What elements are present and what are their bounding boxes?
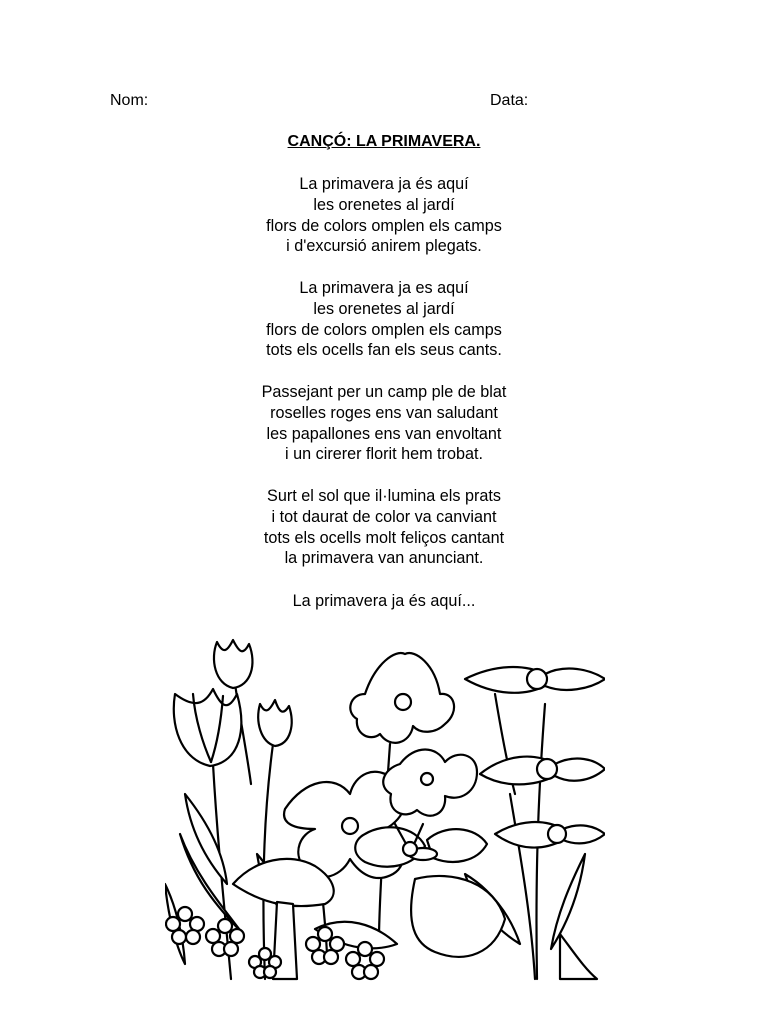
tulip-small xyxy=(258,700,291,746)
verse-line: i d'excursió anirem plegats. xyxy=(286,237,482,256)
verse-line: La primavera ja es aquí xyxy=(299,279,469,297)
leaf-center xyxy=(411,876,505,957)
verse-line: i un cirerer florit hem trobat. xyxy=(285,445,483,464)
star-flower-right xyxy=(383,750,477,816)
spring-flowers-coloring-illustration xyxy=(165,634,605,984)
butterfly xyxy=(355,824,487,867)
sunflowers xyxy=(465,667,605,848)
verse-line: Passejant per un camp ple de blat xyxy=(261,383,507,401)
stanza-3 xyxy=(0,382,768,465)
verse-line: flors de colors omplen els camps xyxy=(266,216,502,235)
star-flower-top xyxy=(350,653,454,743)
verse-line: tots els ocells fan els seus cants. xyxy=(266,341,502,360)
stanza-1 xyxy=(0,174,768,257)
verse-line: i tot daurat de color va canviant xyxy=(271,507,497,526)
stanza-2 xyxy=(0,278,768,361)
date-label: Data: xyxy=(490,92,529,109)
verse-line: les orenetes al jardí xyxy=(313,195,455,214)
verse-line: roselles roges ens van saludant xyxy=(270,403,498,422)
verse-line: Surt el sol que il·lumina els prats xyxy=(267,487,501,505)
verse-line: flors de colors omplen els camps xyxy=(266,320,502,339)
verse-line: les papallones ens van envoltant xyxy=(266,424,502,443)
verse-line: les orenetes al jardí xyxy=(313,299,455,318)
verse-line: La primavera ja és aquí... xyxy=(292,592,476,610)
stanza-4 xyxy=(0,486,768,569)
name-label: Nom: xyxy=(110,92,149,109)
verse-line: La primavera ja és aquí xyxy=(299,175,469,193)
stanza-refrain xyxy=(0,591,768,612)
verse-line: tots els ocells molt feliços cantant xyxy=(263,528,505,547)
verse-line: la primavera van anunciant. xyxy=(284,549,484,568)
tulip-top xyxy=(214,640,253,688)
tulip-left xyxy=(174,689,241,766)
song-title: CANÇÓ: LA PRIMAVERA. xyxy=(287,133,481,150)
